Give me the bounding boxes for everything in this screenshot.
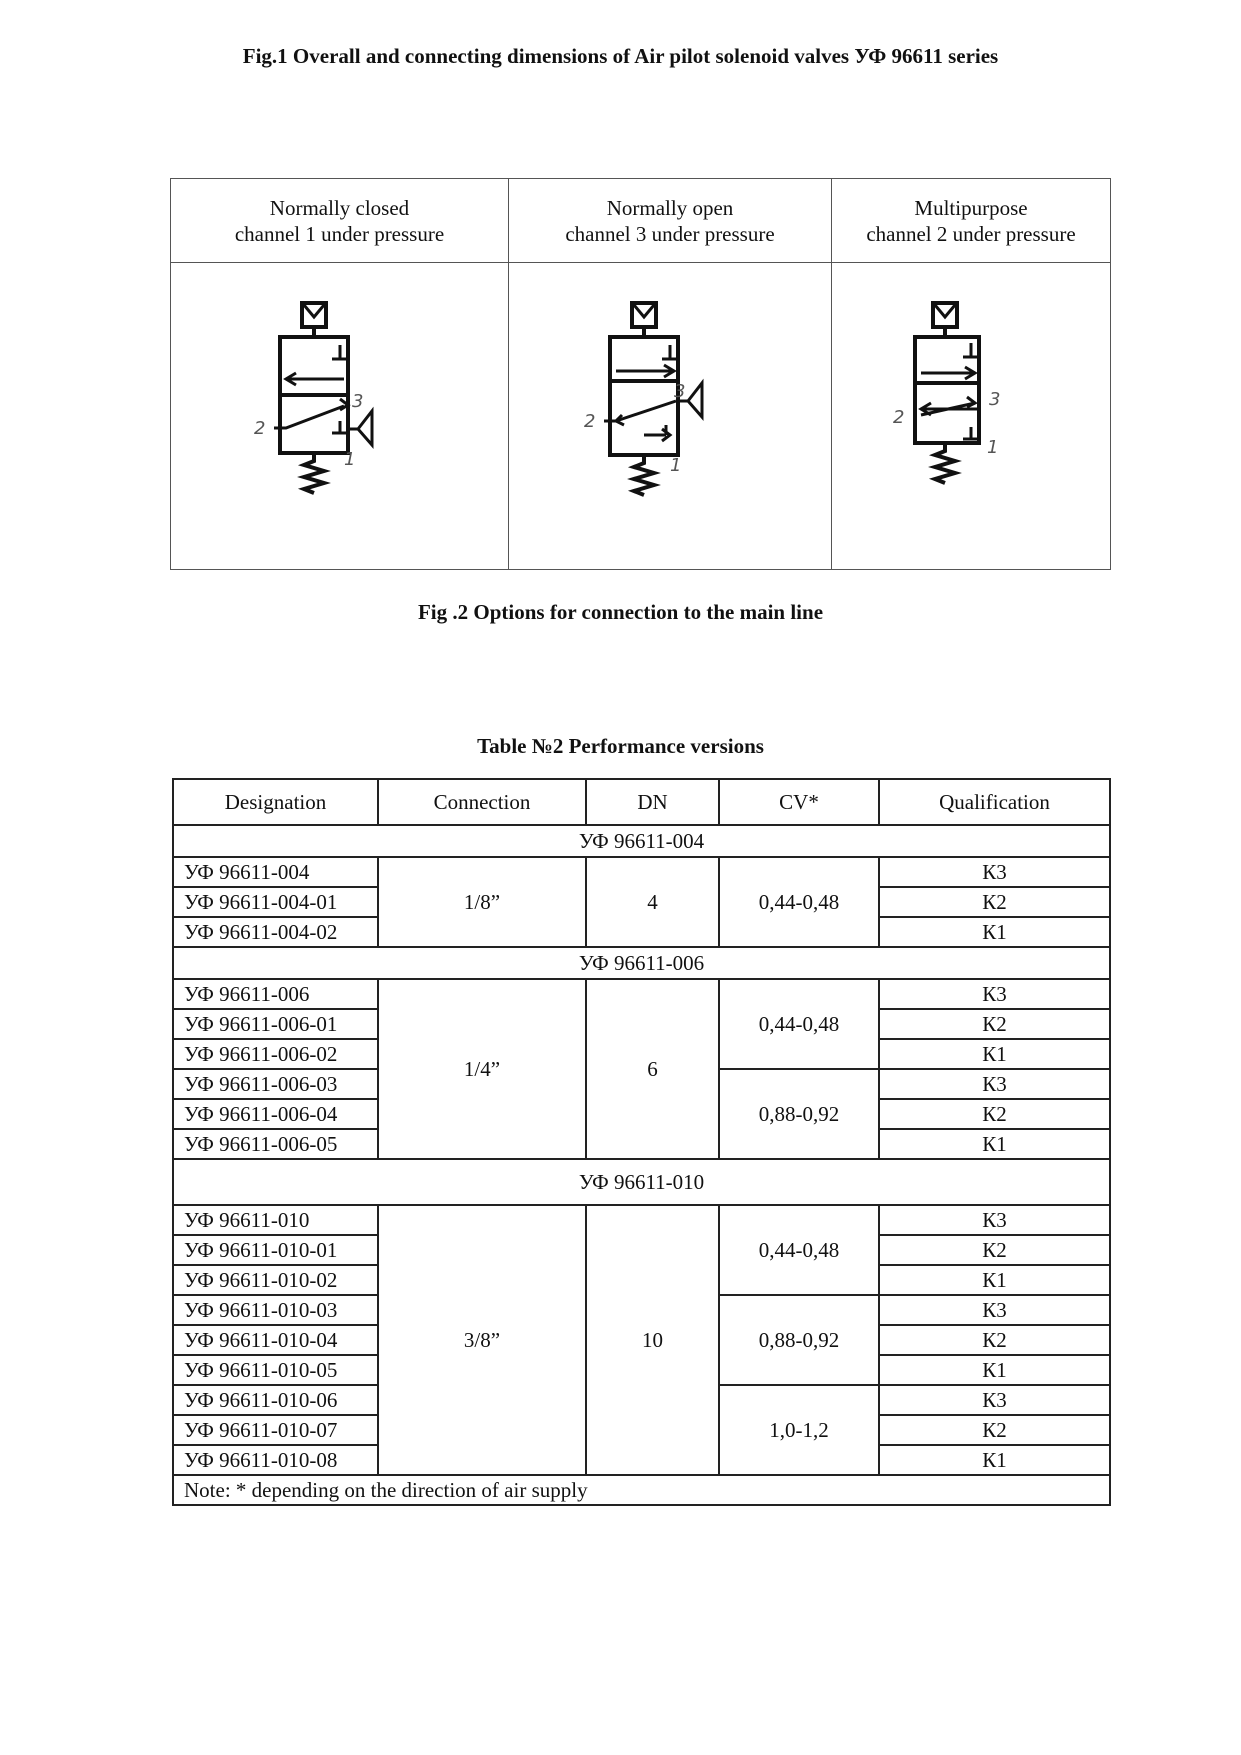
qualification-cell: К1 (879, 1445, 1110, 1475)
qualification-cell: К2 (879, 1235, 1110, 1265)
valve-symbol-normally-open-icon (570, 293, 770, 533)
qualification-cell: К1 (879, 1039, 1110, 1069)
designation-cell: УФ 96611-010-04 (173, 1325, 378, 1355)
dn-cell: 10 (586, 1205, 719, 1475)
cv-cell: 0,44-0,48 (719, 1205, 879, 1295)
qualification-cell: К3 (879, 1385, 1110, 1415)
qualification-cell: К2 (879, 1099, 1110, 1129)
designation-cell: УФ 96611-010-08 (173, 1445, 378, 1475)
qualification-cell: К3 (879, 1205, 1110, 1235)
port-label: 3 (351, 391, 363, 412)
port-label: 1 (670, 455, 682, 476)
connection-cell: 1/8” (378, 857, 586, 947)
cv-cell: 0,44-0,48 (719, 857, 879, 947)
designation-cell: УФ 96611-004-02 (173, 917, 378, 947)
designation-cell: УФ 96611-006-01 (173, 1009, 378, 1039)
table2-caption: Table №2 Performance versions (477, 734, 764, 758)
qualification-cell: К1 (879, 1355, 1110, 1385)
option-title: Normally open (606, 195, 734, 220)
designation-cell: УФ 96611-006-04 (173, 1099, 378, 1129)
group-title: УФ 96611-006 (173, 947, 1110, 979)
connection-cell: 3/8” (378, 1205, 586, 1475)
qualification-cell: К2 (879, 1009, 1110, 1039)
qualification-cell: К3 (879, 979, 1110, 1009)
port-label: 3 (989, 389, 1001, 410)
column-header: DN (586, 779, 719, 825)
fig2-caption: Fig .2 Options for connection to the main line (417, 600, 824, 624)
valve-symbol-normally-closed-icon (240, 293, 440, 533)
column-header: CV* (719, 779, 879, 825)
designation-cell: УФ 96611-010-06 (173, 1385, 378, 1415)
port-label: 2 (584, 411, 596, 432)
qualification-cell: К3 (879, 857, 1110, 887)
option-header-multipurpose (832, 179, 1111, 263)
connection-options-figure (170, 178, 1111, 570)
designation-cell: УФ 96611-006 (173, 979, 378, 1009)
valve-symbol-multipurpose-icon (871, 293, 1071, 533)
group-title-row (173, 1159, 1110, 1205)
designation-cell: УФ 96611-006-02 (173, 1039, 378, 1069)
qualification-cell: К2 (879, 1325, 1110, 1355)
designation-cell: УФ 96611-010 (173, 1205, 378, 1235)
valve-upper-square (280, 337, 348, 395)
port-label: 1 (343, 449, 355, 470)
cv-cell: 0,88-0,92 (719, 1295, 879, 1385)
group-title-row (173, 947, 1110, 979)
dn-cell: 6 (586, 979, 719, 1159)
table-row (173, 979, 1110, 1009)
option-subtitle: channel 2 under pressure (866, 221, 1076, 246)
table-header-row (173, 779, 1110, 825)
table-note: Note: * depending on the direction of air supply (173, 1475, 1110, 1505)
table-row (173, 857, 1110, 887)
qualification-cell: К3 (879, 1069, 1110, 1099)
option-subtitle: channel 1 under pressure (234, 221, 445, 246)
option-subtitle: channel 3 under pressure (565, 221, 775, 246)
column-header: Designation (173, 779, 378, 825)
connection-cell: 1/4” (378, 979, 586, 1159)
valve-symbol-cell-multipurpose (832, 263, 1111, 570)
designation-cell: УФ 96611-010-02 (173, 1265, 378, 1295)
port-label: 3 (674, 381, 686, 402)
group-title-row (173, 825, 1110, 857)
valve-symbol-cell-normally-open (509, 263, 832, 570)
cv-cell: 0,88-0,92 (719, 1069, 879, 1159)
option-title: Normally closed (269, 195, 410, 220)
qualification-cell: К3 (879, 1295, 1110, 1325)
port-label: 2 (253, 418, 265, 439)
designation-cell: УФ 96611-010-03 (173, 1295, 378, 1325)
option-header-normally-open (509, 179, 832, 263)
port-label: 1 (987, 437, 999, 458)
table-row (173, 1205, 1110, 1235)
port-label: 2 (893, 407, 905, 428)
designation-cell: УФ 96611-010-07 (173, 1415, 378, 1445)
fig1-caption: Fig.1 Overall and connecting dimensions of Air pilot solenoid valves УФ 96611 series (242, 44, 999, 68)
performance-versions-table (172, 778, 1111, 1506)
designation-cell: УФ 96611-010-01 (173, 1235, 378, 1265)
column-header: Qualification (879, 779, 1110, 825)
note-row (173, 1475, 1110, 1505)
designation-cell: УФ 96611-006-03 (173, 1069, 378, 1099)
valve-symbol-cell-normally-closed (171, 263, 509, 570)
dn-cell: 4 (586, 857, 719, 947)
group-title: УФ 96611-004 (173, 825, 1110, 857)
option-title: Multipurpose (914, 195, 1028, 220)
column-header: Connection (378, 779, 586, 825)
designation-cell: УФ 96611-004-01 (173, 887, 378, 917)
qualification-cell: К1 (879, 917, 1110, 947)
qualification-cell: К1 (879, 1265, 1110, 1295)
cv-cell: 1,0-1,2 (719, 1385, 879, 1475)
qualification-cell: К1 (879, 1129, 1110, 1159)
designation-cell: УФ 96611-004 (173, 857, 378, 887)
qualification-cell: К2 (879, 887, 1110, 917)
group-title: УФ 96611-010 (173, 1159, 1110, 1205)
qualification-cell: К2 (879, 1415, 1110, 1445)
valve-lower-square (280, 395, 348, 453)
designation-cell: УФ 96611-010-05 (173, 1355, 378, 1385)
cv-cell: 0,44-0,48 (719, 979, 879, 1069)
designation-cell: УФ 96611-006-05 (173, 1129, 378, 1159)
option-header-normally-closed (171, 179, 509, 263)
